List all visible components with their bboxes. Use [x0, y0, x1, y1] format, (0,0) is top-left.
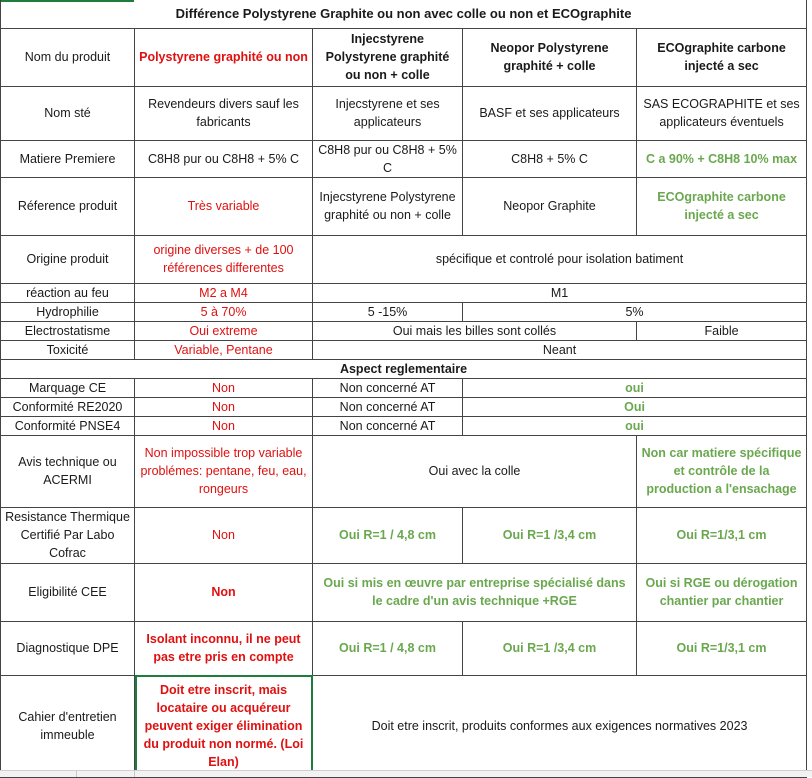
table-cell[interactable]: Isolant inconnu, il ne peut pas etre pris en compte — [135, 621, 313, 675]
row-nom-ste — [1, 86, 807, 140]
table-cell[interactable]: Non — [135, 507, 313, 563]
row-aspect — [1, 359, 807, 378]
table-cell[interactable]: Oui mais les billes sont collés — [313, 321, 637, 340]
column-divider — [134, 771, 135, 777]
row-ce — [1, 378, 807, 397]
row-cee — [1, 563, 807, 621]
table-cell[interactable]: Oui si RGE ou dérogation chantier par chantier — [637, 563, 807, 621]
row-label[interactable]: Toxicité — [1, 340, 135, 359]
row-label[interactable]: Electrostatisme — [1, 321, 135, 340]
table-cell[interactable]: Oui R=1/3,1 cm — [637, 621, 807, 675]
table-cell[interactable]: 5% — [463, 302, 807, 321]
table-cell[interactable]: Non — [135, 397, 313, 416]
row-label[interactable]: Avis technique ou ACERMI — [1, 435, 135, 507]
table-cell[interactable]: Oui R=1 /3,4 cm — [463, 621, 637, 675]
table-cell[interactable]: oui — [463, 416, 807, 435]
table-cell[interactable]: SAS ECOGRAPHITE et ses applicateurs éventuels — [637, 86, 807, 140]
table-cell[interactable]: Oui R=1/3,1 cm — [637, 507, 807, 563]
row-label[interactable]: Conformité RE2020 — [1, 397, 135, 416]
row-electro — [1, 321, 807, 340]
row-label[interactable]: Origine produit — [1, 235, 135, 283]
table-cell[interactable]: Non concerné AT — [313, 378, 463, 397]
table-cell[interactable]: Oui extreme — [135, 321, 313, 340]
table-cell[interactable]: Neant — [313, 340, 807, 359]
column-divider — [76, 771, 77, 777]
row-re2020 — [1, 397, 807, 416]
table-cell[interactable]: C a 90% + C8H8 10% max — [637, 140, 807, 177]
table-cell[interactable]: C8H8 + 5% C — [463, 140, 637, 177]
cell-polystyrene-graphite[interactable]: Polystyrene graphité ou non — [135, 28, 313, 86]
row-feu — [1, 283, 807, 302]
row-resistance — [1, 507, 807, 563]
row-label[interactable]: Conformité PNSE4 — [1, 416, 135, 435]
table-cell[interactable]: M1 — [313, 283, 807, 302]
row-label[interactable]: Hydrophilie — [1, 302, 135, 321]
row-label[interactable]: Matiere Premiere — [1, 140, 135, 177]
table-cell[interactable]: Revendeurs divers sauf les fabricants — [135, 86, 313, 140]
table-cell[interactable]: Doit etre inscrit, produits conformes aux exigences normatives 2023 — [313, 675, 807, 777]
row-dpe — [1, 621, 807, 675]
row-matiere — [1, 140, 807, 177]
table-cell[interactable]: C8H8 pur ou C8H8 + 5% C — [313, 140, 463, 177]
table-cell[interactable]: Non concerné AT — [313, 397, 463, 416]
table-cell[interactable]: Injecstyrene Polystyrene graphité ou non + colle — [313, 177, 463, 235]
table-cell[interactable]: Oui si mis en œuvre par entreprise spécialisé dans le cadre d'un avis technique +RGE — [313, 563, 637, 621]
cell-ecographite[interactable]: ECOgraphite carbone injecté a sec — [637, 28, 807, 86]
table-cell[interactable]: ECOgraphite carbone injecté a sec — [637, 177, 807, 235]
row-label[interactable]: Nom sté — [1, 86, 135, 140]
table-cell[interactable]: origine diverses + de 100 références differentes — [135, 235, 313, 283]
table-cell[interactable]: BASF et ses applicateurs — [463, 86, 637, 140]
table-cell[interactable]: Oui R=1 /3,4 cm — [463, 507, 637, 563]
table-cell[interactable]: Variable, Pentane — [135, 340, 313, 359]
table-cell[interactable]: Oui — [463, 397, 807, 416]
table-title[interactable]: Différence Polystyrene Graphite ou non avec colle ou non et ECOgraphite — [1, 0, 807, 28]
row-origine — [1, 235, 807, 283]
table-cell[interactable]: Oui R=1 / 4,8 cm — [313, 621, 463, 675]
row-toxicite — [1, 340, 807, 359]
table-cell[interactable]: M2 a M4 — [135, 283, 313, 302]
table-cell[interactable]: oui — [463, 378, 807, 397]
cell-injecstyrene[interactable]: Injecstyrene Polystyrene graphité ou non + colle — [313, 28, 463, 86]
row-hydro — [1, 302, 807, 321]
table-cell[interactable]: Très variable — [135, 177, 313, 235]
table-cell[interactable]: Injecstyrene et ses applicateurs — [313, 86, 463, 140]
selected-cell[interactable]: Doit etre inscrit, mais locataire ou acquéreur peuvent exiger élimination du produit non normé. (Loi Elan) — [135, 675, 313, 777]
table-cell[interactable]: C8H8 pur ou C8H8 + 5% C — [135, 140, 313, 177]
table-cell[interactable]: Non concerné AT — [313, 416, 463, 435]
table-cell[interactable]: Oui R=1 / 4,8 cm — [313, 507, 463, 563]
row-reference — [1, 177, 807, 235]
row-label[interactable]: Nom du produit — [1, 28, 135, 86]
table-cell[interactable]: Neopor Graphite — [463, 177, 637, 235]
table-cell[interactable]: Non car matiere spécifique et contrôle de la production a l'ensachage — [637, 435, 807, 507]
row-nom-produit — [1, 28, 807, 86]
row-label[interactable]: Resistance Thermique Certifié Par Labo Cofrac — [1, 507, 135, 563]
row-label[interactable]: Eligibilité CEE — [1, 563, 135, 621]
row-cahier — [1, 675, 807, 777]
section-heading[interactable]: Aspect reglementaire — [1, 359, 807, 378]
row-avis — [1, 435, 807, 507]
cell-neopor[interactable]: Neopor Polystyrene graphité + colle — [463, 28, 637, 86]
row-label[interactable]: réaction au feu — [1, 283, 135, 302]
title-row — [1, 0, 807, 28]
table-cell[interactable]: 5 -15% — [313, 302, 463, 321]
table-cell[interactable]: Non — [135, 378, 313, 397]
table-cell[interactable]: Non — [135, 563, 313, 621]
table-cell[interactable]: spécifique et controlé pour isolation batiment — [313, 235, 807, 283]
table-cell[interactable]: Oui avec la colle — [313, 435, 637, 507]
row-label[interactable]: Marquage CE — [1, 378, 135, 397]
row-label[interactable]: Cahier d'entretien immeuble — [1, 675, 135, 777]
table-cell[interactable]: Non — [135, 416, 313, 435]
table-cell[interactable]: 5 à 70% — [135, 302, 313, 321]
row-label[interactable]: Réference produit — [1, 177, 135, 235]
row-label[interactable]: Diagnostique DPE — [1, 621, 135, 675]
table-cell[interactable]: Faible — [637, 321, 807, 340]
table-cell[interactable]: Non impossible trop variable problémes: pentane, feu, eau, rongeurs — [135, 435, 313, 507]
row-pnse4 — [1, 416, 807, 435]
